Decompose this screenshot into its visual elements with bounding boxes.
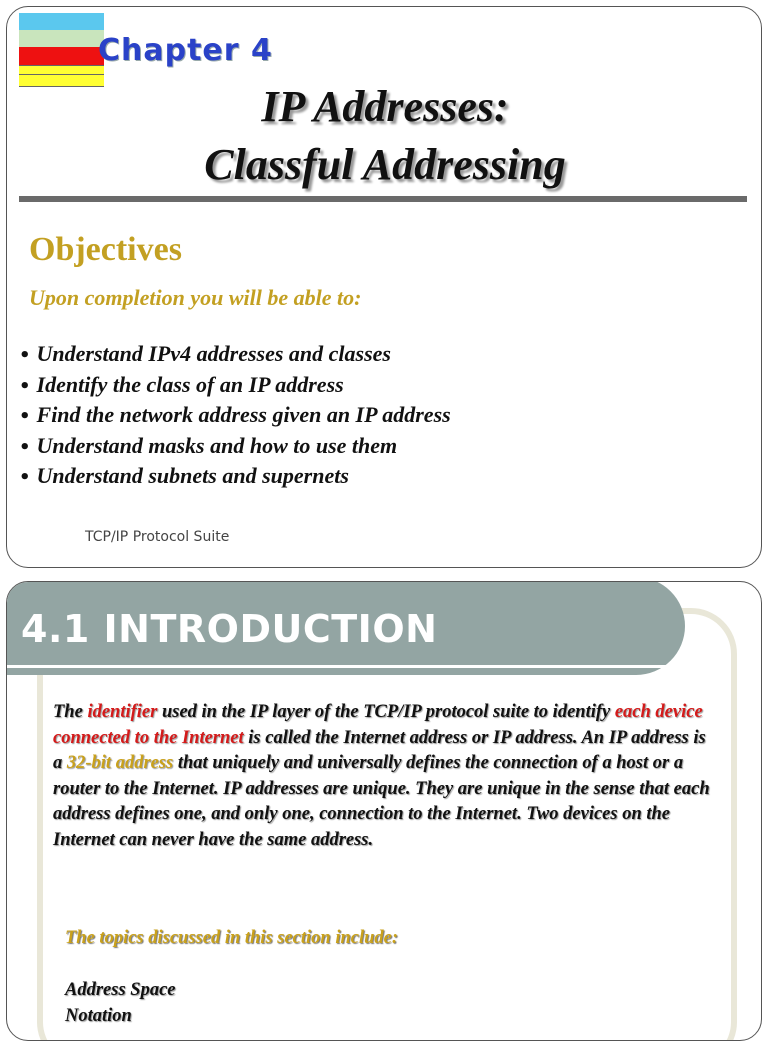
objectives-intro: Upon completion you will be able to: xyxy=(29,285,362,310)
objectives-list xyxy=(19,339,451,492)
bullet-icon: • xyxy=(19,406,31,427)
bullet-icon: • xyxy=(19,467,31,488)
topic-item: Address Space xyxy=(65,980,176,1000)
bullet-icon: • xyxy=(19,436,31,458)
color-stripes-logo xyxy=(19,13,104,87)
objective-item: • Understand subnets and supernets xyxy=(19,463,349,488)
topics-list xyxy=(65,978,176,1029)
highlight-32-bit: 32-bit address xyxy=(66,753,174,773)
slide-title-line-1: IP Addresses: xyxy=(261,82,509,131)
section-banner xyxy=(6,581,685,675)
highlight-identifier: identifier xyxy=(87,702,158,722)
topic-item: Notation xyxy=(65,1005,132,1026)
highlight-each-device: each device connected to the Internet xyxy=(53,702,703,748)
bullet-icon: • xyxy=(19,345,31,366)
objective-item: • Identify the class of an IP address xyxy=(19,371,344,397)
stripe-blue xyxy=(19,13,104,30)
slide-footer: TCP/IP Protocol Suite xyxy=(85,529,230,545)
bullet-icon: • xyxy=(19,375,31,397)
objective-item: • Understand masks and how to use them xyxy=(19,432,398,458)
stripe-red xyxy=(19,47,104,65)
stripe-yellow-1 xyxy=(19,65,104,75)
section-title: 4.1 INTRODUCTION xyxy=(21,607,438,651)
slide-2 xyxy=(6,581,762,1041)
slide-title-line-2: Classful Addressing xyxy=(204,140,566,189)
title-divider xyxy=(19,196,747,202)
objective-item: • Find the network address given an IP address xyxy=(19,402,451,427)
objectives-heading: Objectives xyxy=(29,231,182,268)
chapter-label: Chapter 4 xyxy=(98,33,273,68)
intro-paragraph: The identifier used in the IP layer of the TCP/IP protocol suite to identify each device connected to the Internet is called the Internet address or IP address. An IP address is a 32-bit address that uniquely and universally defines the connection of a host or a router to the Internet. IP addresses are unique. They are unique in the sense that each address defines one, and only one, connection to the Internet. Two devices on the Internet can never have the same address. xyxy=(53,702,710,850)
objective-item: • Understand IPv4 addresses and classes xyxy=(19,341,391,366)
slide-1 xyxy=(6,6,762,568)
banner-underline xyxy=(6,665,671,668)
stripe-green xyxy=(19,30,104,47)
topics-heading: The topics discussed in this section include: xyxy=(65,928,399,948)
